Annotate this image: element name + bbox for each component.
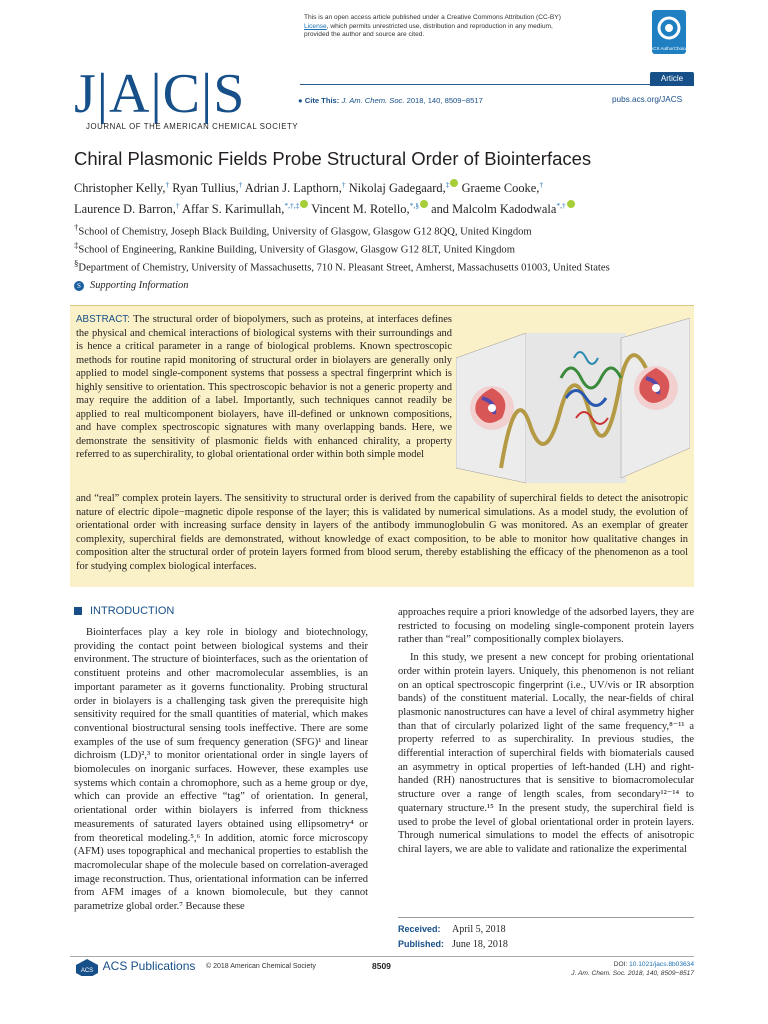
svg-text:ACS: ACS: [80, 968, 94, 974]
intro-paragraph-3: In this study, we present a new concept for probing orientational order within protein layers. Uniquely, this phenomenon is not reliant on an optical spectroscopic fingerprint (i.e., UV/vis or IR absorption bands) of the constituent material. Locally, the near-fields of chiral plasmonic nanostructures can have a level of chiral asymmetry higher than that of circularly polarized light of the same frequency,⁸⁻¹¹ a property referred to as superchirality. In previous studies, the differential interaction of superchiral fields with biomaterials caused an asymmetry in optical properties of left-handed (LH) and right-handed (RH) nanostructures that is sensitive to biomacromolecular structure over a range of length scales, from secondary¹²⁻¹⁴ to quaternary structure.¹⁵ In the present study, the superchiral field is used to probe the level of global orientational order in protein layers. Through numerical simulations to model the effects of anisotropic chiral layers, we are able to validate and rationalize the experimental: [398, 652, 694, 855]
jacs-logo-text: J|A|C|S: [74, 63, 246, 125]
section-marker: [74, 607, 82, 615]
publication-dates: [398, 922, 508, 952]
jacs-logo: [74, 63, 246, 126]
journal-url-link[interactable]: pubs.acs.org/JACS: [612, 95, 683, 104]
doi-link[interactable]: 10.1021/jacs.8b03634: [629, 961, 694, 968]
doi-label: DOI:: [613, 961, 628, 968]
copyright: © 2018 American Chemical Society: [206, 963, 316, 970]
toc-graphic: [456, 318, 690, 488]
authorchoice-icon: [652, 10, 686, 54]
author-affiliation-mark: †: [175, 201, 180, 211]
intro-right-column: [398, 606, 694, 857]
affiliation-2: [74, 240, 714, 256]
author-name[interactable]: Ryan Tullius,: [172, 181, 239, 196]
published-label: Published:: [398, 939, 445, 949]
svg-text:ACS AuthorChoice: ACS AuthorChoice: [652, 46, 686, 51]
published-date: June 18, 2018: [452, 939, 508, 950]
author-affiliation-mark: †: [238, 180, 243, 189]
author-name[interactable]: Adrian J. Lapthorn,: [244, 181, 342, 196]
license-link[interactable]: License: [304, 22, 327, 30]
supporting-info-label: Supporting Information: [90, 280, 189, 291]
dates-rule: [398, 917, 694, 918]
page-number: 8509: [372, 961, 391, 971]
doi-block: [560, 960, 694, 978]
author-name[interactable]: and Malcolm Kadodwala: [431, 202, 557, 217]
supporting-info-icon: S: [74, 281, 84, 291]
abstract-text-lower: and “real” complex protein layers. The sensitivity to structural order is derived from the capability of superchiral fields to detect the anisotropic nature of electric dipole−magnetic dipole response of the layer; this is validated by numerical simulations. As a model study, the evolution of orientational order with increasing surface density in layers of the antibody immunoglobulin G was monitored. As an exemplar of greater complexity, superchiral fields are demonstrated, without knowledge of exact composition, to be able to monitor how qualitative changes in composition alter the structural order of protein layers formed from blood serum, thereby establishing the efficacy of the phenomenon as a tool for studying complex biological interfaces.: [76, 493, 688, 572]
author-name[interactable]: Graeme Cooke,: [461, 181, 540, 196]
header-rule: [300, 84, 694, 85]
introduction-heading: [74, 605, 174, 617]
affil-text: Department of Chemistry, University of Massachusetts, 710 N. Pleasant Street, Amherst, Massachusetts 01003, United States: [78, 262, 610, 274]
author-affiliation-mark: *,†,‡: [284, 201, 300, 211]
acs-authorchoice-badge[interactable]: [652, 10, 686, 54]
author-name[interactable]: Christopher Kelly,: [74, 181, 166, 196]
footer-rule: [70, 956, 694, 957]
author-affiliation-mark: †: [341, 180, 346, 189]
received-label: Received:: [398, 924, 441, 934]
article-type-tab: Article: [650, 72, 694, 86]
oa-line2: , which permits unrestricted use, distribution and reproduction in any medium,: [326, 22, 553, 30]
affil-text: School of Chemistry, Joseph Black Building, University of Glasgow, Glasgow G12 8QQ, United Kingdom: [78, 226, 532, 238]
oa-line3: provided the author and source are cited.: [304, 31, 425, 39]
oa-line1: This is an open access article published under a Creative Commons Attribution (CC-BY): [304, 14, 561, 21]
cite-icon: ●: [298, 96, 303, 105]
chiral-field-left: [470, 386, 514, 430]
cite-this[interactable]: [298, 96, 483, 105]
author-list: [74, 176, 694, 218]
author-name[interactable]: Vincent M. Rotello,: [311, 202, 410, 217]
affil-mark: ‡: [74, 240, 79, 250]
intro-left-column: [74, 626, 368, 914]
acs-hex-icon: [74, 958, 100, 976]
orcid-icon[interactable]: [567, 200, 575, 208]
author-affiliation-mark: †: [165, 180, 170, 189]
affil-mark: †: [74, 222, 79, 232]
footer-citation: J. Am. Chem. Soc. 2018, 140, 8509−8517: [571, 970, 694, 977]
journal-full-name: JOURNAL OF THE AMERICAN CHEMICAL SOCIETY: [86, 122, 299, 131]
article-title: Chiral Plasmonic Fields Probe Structural Order of Biointerfaces: [74, 148, 592, 169]
publisher-name: ACS Publications: [102, 959, 196, 974]
abstract-part1: The structural order of biopolymers, such as proteins, at interfaces defines the physical and chemical interactions of biological systems with their surroundings and is hence a critical parameter in a range of biological problems. Known spectroscopic methods for routine rapid monitoring of structural order in biolayers are generally only applied to model single-component systems that possess a spectral fingerprint which is highly sensitive to orientation. This spectroscopic behavior is not a generic property and may require the addition of a label. Importantly, such techniques cannot readily be applied to real multicomponent biolayers, have ill-defined or unknown compositions, and have complex spectroscopic signatures with many overlapping bands. Here, we demonstrate the sensitivity of plasmonic fields with enhanced chirality, a property referred to as superchirality, to global orientational order within both simple model: [76, 314, 452, 460]
author-name[interactable]: Laurence D. Barron,: [74, 202, 176, 217]
received-date: April 5, 2018: [452, 924, 506, 935]
acs-publications-logo[interactable]: [74, 958, 195, 976]
author-line-2: [74, 197, 694, 218]
introduction-heading-text: INTRODUCTION: [90, 605, 175, 617]
intro-paragraph-1: Biointerfaces play a key role in biology and biotechnology, providing the contact point between biological systems and their environment. The structure of biointerfaces, such as the orientation of constituent proteins and other macromolecular assemblies, is an important parameter as it governs functionality. Probing structural order in biolayers is a challenging task given the prerequisite high sensitivity required for the small quantities of material, which makes conventional biostructural sensing tools ineffective. There are some examples of the use of sum frequency generation (SFG)¹ and linear dichroism (LD)²,³ to monitor orientational order in single layers of biomolecules on inorganic surfaces. However, these examples use systems which contain a chromophore, such as a heme group or dye, which can provide an effective “tag” of orientation. In general, orientational order within biolayers is inferred from thickness measurements of saturated layers obtained using ellipsometry⁴ or from theoretical modeling.⁵,⁶ In addition, atomic force microscopy (AFM) uses topographical and mechanical properties to establish the macromolecular shape of the molecule based on correlation-averaged image reconstruction. Thus, orientational information can be inferred from AFM images of a known biomolecule, but they cannot parametrize global order.⁷ Because these: [74, 627, 368, 913]
author-affiliation-mark: †: [539, 180, 544, 189]
author-name[interactable]: Nikolaj Gadegaard,: [348, 181, 446, 196]
orcid-icon[interactable]: [450, 179, 458, 187]
author-line-1: [74, 176, 694, 197]
supporting-information-link[interactable]: [74, 280, 188, 291]
abstract-text-upper: [76, 313, 452, 462]
chiral-field-right: [634, 366, 678, 410]
intro-paragraph-2: approaches require a priori knowledge of the adsorbed layers, they are restricted to focusing on modeling single-component protein layers rather than “real” compositionally complex biolayers.: [398, 607, 694, 646]
orcid-icon[interactable]: [300, 200, 308, 208]
affiliation-1: [74, 222, 714, 238]
affil-text: School of Engineering, Rankine Building, University of Glasgow, Glasgow G12 8LT, United Kingdom: [78, 244, 515, 256]
cite-label: Cite This:: [304, 96, 340, 105]
author-affiliation-mark: *,§: [409, 201, 419, 211]
affiliation-3: [74, 258, 714, 274]
abstract-label: ABSTRACT:: [76, 314, 130, 325]
orcid-icon[interactable]: [420, 200, 428, 208]
author-affiliation-mark: *,†: [556, 201, 566, 211]
author-affiliation-mark: ‡: [445, 180, 450, 189]
cite-volume: 2018, 140, 8509−8517: [406, 96, 483, 105]
author-name[interactable]: Affar S. Karimullah,: [182, 202, 285, 217]
open-access-notice: [304, 14, 634, 40]
cite-journal: J. Am. Chem. Soc.: [341, 96, 405, 105]
affil-mark: §: [74, 258, 79, 268]
